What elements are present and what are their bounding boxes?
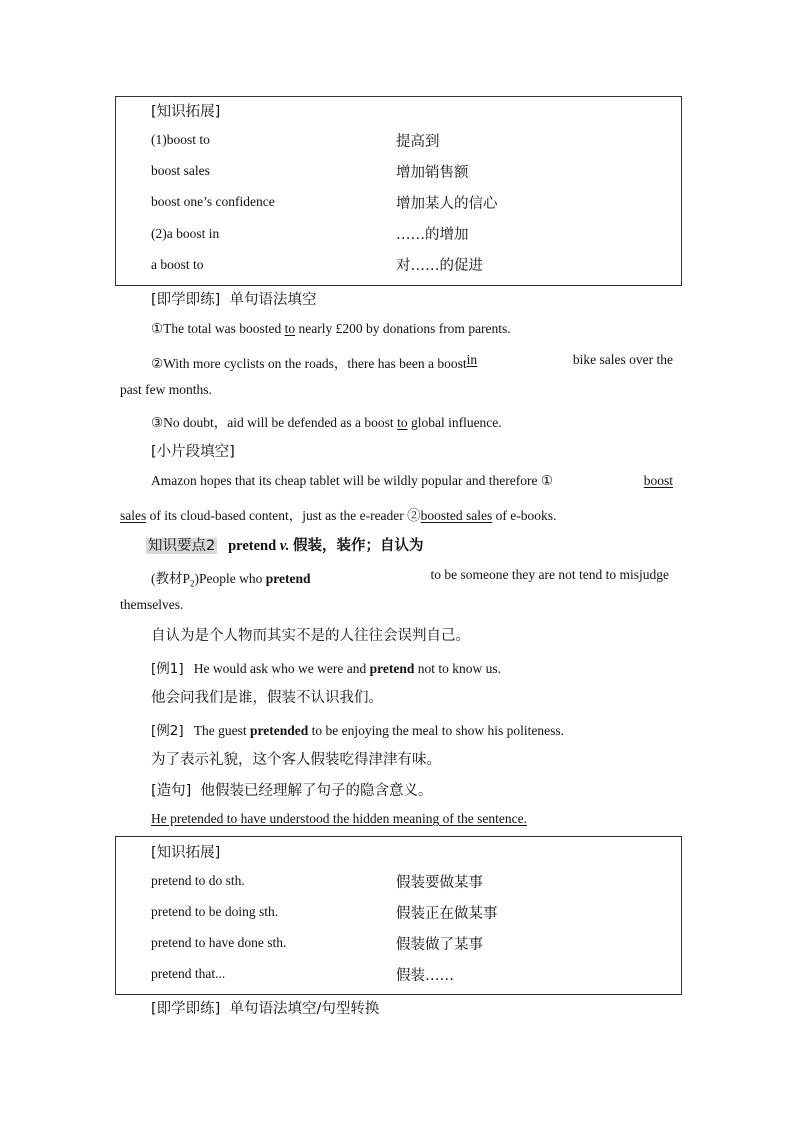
textbook-translation: 自认为是个人物而其实不是的人往往会误判自己。 [151, 628, 470, 644]
phrase-zh: ……的增加 [396, 227, 469, 243]
exercise-item-cont: past few months. [120, 382, 212, 397]
fill-heading: [小片段填空] [151, 444, 235, 460]
practice-heading [151, 288, 317, 309]
headword-meaning: 假装，装作；自认为 [292, 538, 424, 554]
phrase-en: pretend that... [151, 966, 226, 981]
box-heading: [知识拓展] [151, 845, 221, 861]
answer-blank: to [284, 321, 296, 336]
phrase-zh: 假装要做某事 [396, 875, 483, 891]
point-tag: 知识要点2 [148, 538, 216, 554]
exercise-item: ①The total was boosted to nearly £200 by donations from parents. [151, 321, 511, 336]
phrase-en: boost one’s confidence [151, 194, 275, 209]
phrase-zh: 假装做了某事 [396, 937, 483, 953]
practice-title: 单句语法填空 [229, 292, 317, 308]
fill-line-2: sales of its cloud-based content，just as the e-reader ②boosted sales of e-books. [120, 508, 557, 523]
phrase-en: pretend to be doing sth. [151, 904, 279, 919]
phrase-zh: 增加销售额 [396, 165, 469, 181]
phrase-zh: 提高到 [396, 134, 440, 150]
example-1: [例1] He would ask who we were and pretend not to know us. [151, 661, 501, 677]
fill-line-1: Amazon hopes that its cheap tablet will be wildly popular and therefore ① boost [151, 473, 673, 488]
phrase-zh: 假装正在做某事 [396, 906, 498, 922]
phrase-en: (1)boost to [151, 132, 210, 147]
answer-blank: to [397, 415, 408, 430]
practice-tag: [即学即练] [151, 292, 221, 308]
phrase-zh: 对……的促进 [396, 258, 483, 274]
answer-blank: sales [120, 508, 147, 523]
exercise-item: ②With more cyclists on the roads，there has been a boost in bike sales over the [151, 352, 673, 371]
practice-tag: [即学即练] [151, 1001, 221, 1017]
phrase-en: pretend to do sth. [151, 873, 245, 888]
knowledge-point-heading [146, 534, 423, 555]
sentence-making: [造句] 他假装已经理解了句子的隐含意义。 [151, 783, 433, 799]
phrase-zh: 假装…… [396, 968, 454, 984]
exercise-item: ③No doubt，aid will be defended as a boost to global influence. [151, 415, 502, 430]
headword: pretend [228, 538, 277, 554]
phrase-en: pretend to have done sth. [151, 935, 287, 950]
box-heading: [知识拓展] [151, 104, 221, 120]
phrase-en: (2)a boost in [151, 226, 220, 241]
part-of-speech: v. [279, 538, 290, 554]
example-1-translation: 他会问我们是谁，假装不认识我们。 [151, 690, 383, 706]
answer-blank: in [466, 352, 478, 367]
sentence-answer: He pretended to have understood the hidden meaning of the sentence. [151, 811, 527, 826]
practice-title: 单句语法填空/句型转换 [229, 1001, 380, 1017]
textbook-sentence: (教材$P_2)People$ who pretend to be someone they are not tend to misjudge [151, 567, 669, 589]
textbook-sentence-cont: themselves. [120, 597, 184, 612]
answer-blank: boosted sales [420, 508, 493, 523]
answer-blank: boost [643, 473, 673, 488]
example-2-translation: 为了表示礼貌，这个客人假装吃得津津有味。 [151, 752, 441, 768]
phrase-zh: 增加某人的信心 [396, 196, 498, 212]
phrase-en: a boost to [151, 257, 204, 272]
phrase-en: boost sales [151, 163, 210, 178]
example-2: [例2] The guest pretended to be enjoying the meal to show his politeness. [151, 723, 564, 739]
practice-heading [151, 997, 379, 1018]
